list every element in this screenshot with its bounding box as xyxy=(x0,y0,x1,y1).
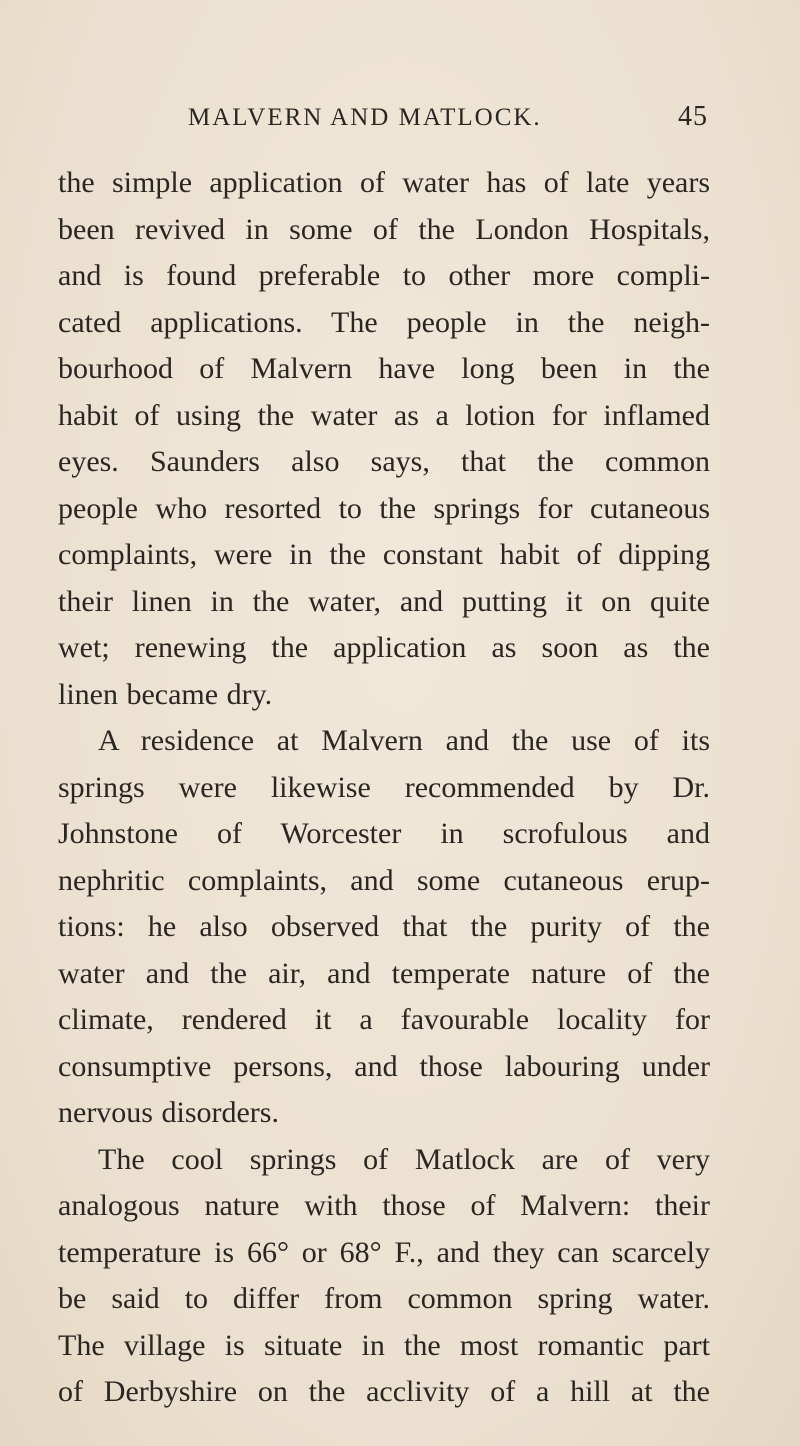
text-line: linen became dry. xyxy=(58,677,273,711)
text-line: and is found preferable to other more compli- xyxy=(58,259,710,292)
paragraph-start-line: A residence at Malvern and the use of its xyxy=(98,724,710,757)
text-line: water and the air, and temperate nature of the xyxy=(58,956,710,990)
text-line: of Derbyshire on the acclivity of a hill at the xyxy=(58,1375,710,1408)
paragraph-start-line: The cool springs of Matlock are of very xyxy=(98,1142,710,1176)
text-line: the simple application of water has of late years xyxy=(58,166,710,199)
text-line: wet; renewing the application as soon as the xyxy=(58,631,710,664)
text-line: eyes. Saunders also says, that the common xyxy=(58,445,710,478)
body-text xyxy=(58,160,710,1416)
text-line: nervous disorders. xyxy=(58,1096,279,1129)
text-line: cated applications. The people in the neigh- xyxy=(58,305,710,339)
text-line: climate, rendered it a favourable locality for xyxy=(58,1003,710,1036)
text-line: been revived in some of the London Hospitals, xyxy=(58,212,710,246)
text-line: people who resorted to the springs for cutaneous xyxy=(58,491,710,525)
text-line: springs were likewise recommended by Dr. xyxy=(58,770,710,804)
text-line: tions: he also observed that the purity of the xyxy=(58,910,710,943)
text-line: complaints, were in the constant habit of dipping xyxy=(58,538,710,571)
running-head xyxy=(188,101,708,144)
text-line: their linen in the water, and putting it on quite xyxy=(58,584,710,618)
text-line: Johnstone of Worcester in scrofulous and xyxy=(58,817,710,850)
text-line: temperature is 66° or 68° F., and they can scarcely xyxy=(58,1235,710,1269)
running-title: MALVERN AND MATLOCK. xyxy=(188,104,542,131)
text-line: consumptive persons, and those labouring under xyxy=(58,1049,710,1083)
text-line: The village is situate in the most romantic part xyxy=(58,1328,710,1362)
text-line: be said to differ from common spring water. xyxy=(58,1282,710,1315)
page-number: 45 xyxy=(678,101,708,132)
text-line: analogous nature with those of Malvern: their xyxy=(58,1189,710,1222)
text-line: nephritic complaints, and some cutaneous erup- xyxy=(58,863,710,897)
text-line: habit of using the water as a lotion for inflamed xyxy=(58,398,710,432)
text-line: bourhood of Malvern have long been in the xyxy=(58,352,710,385)
